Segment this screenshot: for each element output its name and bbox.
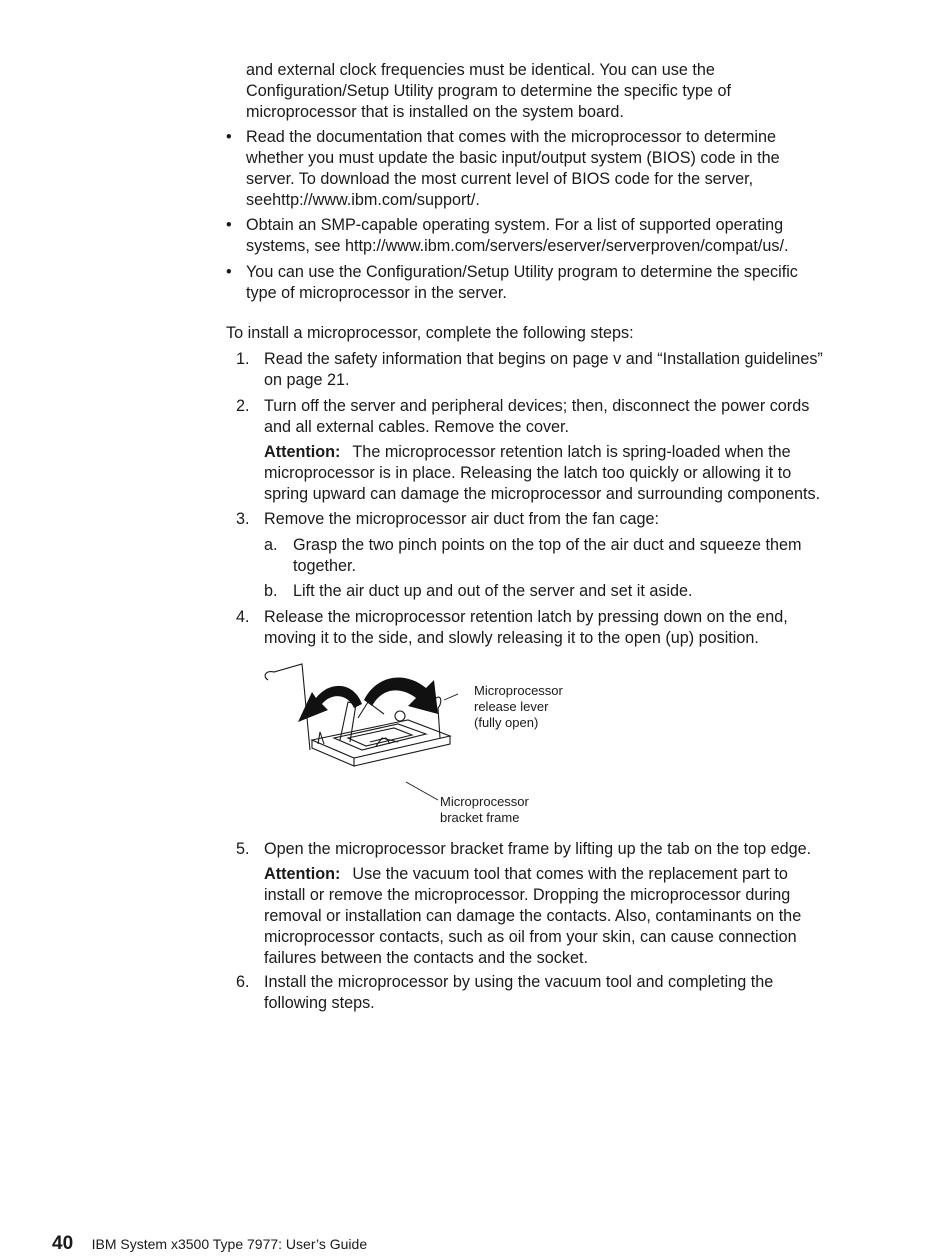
text-line: microprocessor that is installed on the system board. <box>246 103 624 121</box>
text-line: The microprocessor retention latch is spring-loaded when the <box>352 443 791 461</box>
text-line: server. To download the most current level of BIOS code for the server, <box>246 170 754 188</box>
callout-line: (fully open) <box>474 715 539 730</box>
retention-lever-left <box>265 664 310 750</box>
text-line: on page 21. <box>264 371 350 389</box>
text-line: systems, see http://www.ibm.com/servers/eserver/serverproven/compat/us/. <box>246 237 789 255</box>
text-line: Read the documentation that comes with the microprocessor to determine <box>246 128 776 146</box>
steps-intro: To install a microprocessor, complete the following steps: <box>226 324 634 342</box>
text-line: Turn off the server and peripheral devices; then, disconnect the power cords <box>264 397 810 415</box>
bullet-marker: • <box>226 263 232 281</box>
callout-line: release lever <box>474 699 549 714</box>
step-number: 6. <box>236 973 250 991</box>
attention-label: Attention: <box>264 443 341 461</box>
step-number: 4. <box>236 608 250 626</box>
step-number: 5. <box>236 840 250 858</box>
text-line: together. <box>293 557 357 575</box>
text-line: Read the safety information that begins on page v and “Installation guidelines” <box>264 350 823 368</box>
attention-note <box>264 442 820 505</box>
callout-line: bracket frame <box>440 810 520 825</box>
text-line: Release the microprocessor retention latch by pressing down on the end, <box>264 608 788 626</box>
text-line: Install the microprocessor by using the vacuum tool and completing the <box>264 973 774 991</box>
callout-line: Microprocessor <box>474 683 563 698</box>
text-line: Configuration/Setup Utility program to determine the specific type of <box>246 82 731 100</box>
text-line: moving it to the side, and slowly releasing it to the open (up) position. <box>264 629 759 647</box>
text-line: seehttp://www.ibm.com/support/. <box>246 191 480 209</box>
text-line: whether you must update the basic input/output system (BIOS) code in the <box>246 149 780 167</box>
text-line: install or remove the microprocessor. Dropping the microprocessor during <box>264 886 791 904</box>
callout-line: Microprocessor <box>440 794 529 809</box>
callout-release-lever <box>474 683 563 731</box>
callout-bracket-frame <box>440 794 529 826</box>
rotate-arrow-right-icon <box>364 678 438 714</box>
text-line: Grasp the two pinch points on the top of the air duct and squeeze them <box>293 536 802 554</box>
microprocessor-socket-illustration <box>258 658 458 808</box>
page-number: 40 <box>52 1233 74 1254</box>
document-title: IBM System x3500 Type 7977: User’s Guide <box>91 1236 368 1252</box>
rotate-arrow-left-icon <box>298 686 362 722</box>
text-line: and all external cables. Remove the cover. <box>264 418 570 436</box>
step-number: 1. <box>236 350 250 368</box>
page-footer <box>52 1233 367 1255</box>
text-line: Use the vacuum tool that comes with the replacement part to <box>352 865 788 883</box>
text-line: following steps. <box>264 994 375 1012</box>
text-line: Obtain an SMP-capable operating system. For a list of supported operating <box>246 216 784 234</box>
bullet-marker: • <box>226 128 232 146</box>
substep-letter: a. <box>264 536 278 554</box>
text-line: and external clock frequencies must be identical. You can use the <box>246 61 715 79</box>
text-line: Lift the air duct up and out of the server and set it aside. <box>293 582 693 600</box>
text-line: microprocessor contacts, such as oil from your skin, can cause connection <box>264 928 797 946</box>
text-line: microprocessor is in place. Releasing the latch too quickly or allowing it to <box>264 464 792 482</box>
text-line: spring upward can damage the microprocessor and surrounding components. <box>264 485 821 503</box>
text-line: Open the microprocessor bracket frame by lifting up the tab on the top edge. <box>264 840 812 858</box>
text-line: failures between the contacts and the socket. <box>264 949 588 967</box>
text-line: You can use the Configuration/Setup Utility program to determine the specific <box>246 263 798 281</box>
text-line: Remove the microprocessor air duct from the fan cage: <box>264 510 659 528</box>
attention-label: Attention: <box>264 865 341 883</box>
text-line: removal or installation can damage the contacts. Also, contaminants on the <box>264 907 802 925</box>
attention-note <box>264 864 801 969</box>
step-number: 2. <box>236 397 250 415</box>
bullet-marker: • <box>226 216 232 234</box>
substep-letter: b. <box>264 582 278 600</box>
step-number: 3. <box>236 510 250 528</box>
intro-paragraph <box>246 60 731 123</box>
text-line: type of microprocessor in the server. <box>246 284 507 302</box>
